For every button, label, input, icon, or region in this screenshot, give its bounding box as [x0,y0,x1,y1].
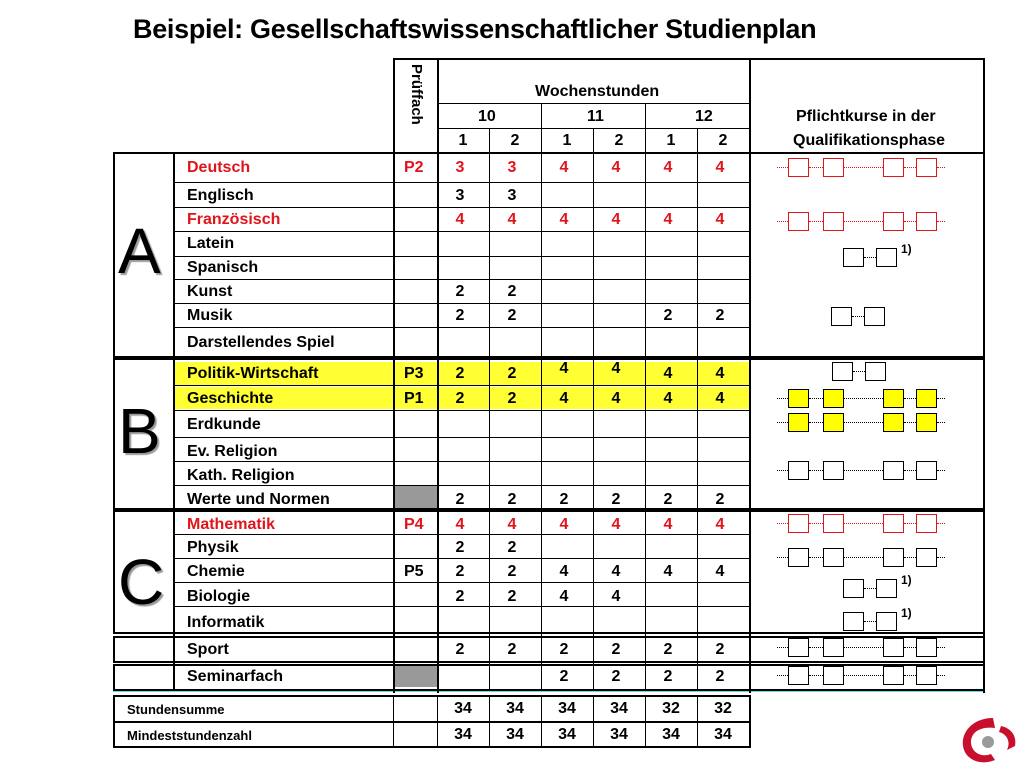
erdkunde-course-box [823,413,844,432]
biologie-dots [864,588,876,589]
franzoesisch-course-box [788,212,809,231]
erdkunde-course-box [883,413,904,432]
hours-cell: 4 [611,211,621,228]
hours-cell: 4 [559,211,569,228]
hours-cell: 4 [611,588,621,605]
latein-spanisch-footnote: 1) [901,242,912,256]
totals-value: 32 [714,700,732,717]
erdkunde-dots [809,422,823,423]
subject-werte-und-normen: Werte und Normen [187,491,330,508]
deutsch-course-box [883,158,904,177]
seminarfach-dots [904,675,916,676]
subject-englisch: Englisch [187,187,254,204]
subject-biologie: Biologie [187,588,251,605]
franzoesisch-dots [844,221,883,222]
totals-value: 34 [610,700,628,717]
totals-col-1 [541,695,542,747]
hours-cell: 2 [611,491,621,508]
hours-cell: 4 [715,563,725,580]
totals-value: 34 [714,726,732,743]
deutsch-dots [904,167,916,168]
totals-col-4 [697,695,698,747]
totals-value: 34 [454,726,472,743]
geschichte-dots [937,398,945,399]
hours-cell: 4 [715,516,725,533]
hours-cell: 2 [507,390,517,407]
physik-dots [904,557,916,558]
hours-cell: 2 [715,641,725,658]
row-sep-4 [173,279,749,280]
totals-label-0: Stundensumme [127,702,225,717]
informatik-course-box [843,612,864,631]
subject-col-left [173,152,175,691]
block-a-left [113,152,115,356]
hours-cell: 2 [663,307,673,324]
sport-course-box [823,638,844,657]
totals-col-3 [645,695,646,747]
hours-cell: 4 [715,211,725,228]
mathematik-dots [937,523,945,524]
deutsch-dots [809,167,823,168]
row-sep-10 [173,410,749,411]
biologie-course-box [876,579,897,598]
year-11: 11 [587,108,604,125]
sport-course-box [883,638,904,657]
hours-cell: 3 [455,159,465,176]
subject-sport: Sport [187,641,229,658]
subject-kunst: Kunst [187,283,233,300]
totals-value: 32 [662,700,680,717]
hours-cell: 2 [507,588,517,605]
latein-spanisch-course-box [843,248,864,267]
seminarfach-dots [844,675,883,676]
hours-cell: 4 [663,159,673,176]
erdkunde-course-box [916,413,937,432]
hours-cell: 4 [611,563,621,580]
hours-cell: 2 [663,641,673,658]
erdkunde-dots [777,422,788,423]
politik-dots [853,371,865,372]
physik-course-box [916,548,937,567]
row-sep-thick-15 [113,510,985,512]
subject-mathematik: Mathematik [187,516,276,533]
row-sep-16 [173,534,749,535]
year-10: 10 [478,108,496,125]
row-sep-19 [173,606,749,607]
row-sep-17 [173,558,749,559]
seminarfach-course-box [916,666,937,685]
seminarfach-course-box [788,666,809,685]
hours-cell: 4 [559,159,569,176]
subject-geschichte: Geschichte [187,390,274,407]
franzoesisch-dots [937,221,945,222]
physik-course-box [823,548,844,567]
seminarfach-dots [937,675,945,676]
geschichte-course-box [823,389,844,408]
erdkunde-course-box [788,413,809,432]
subject-erdkunde: Erdkunde [187,416,261,433]
seminarfach-course-box [883,666,904,685]
religion-course-box [823,461,844,480]
hours-cell: 4 [611,390,621,407]
physik-dots [809,557,823,558]
subject-seminarfach: Seminarfach [187,668,284,685]
gray-cell-seminar [395,664,437,687]
erdkunde-dots [904,422,916,423]
religion-dots [904,470,916,471]
row-sep-13 [173,485,749,486]
hours-cell: 2 [611,668,621,685]
pruffach-header: Prüffach [408,64,425,125]
half-0: 1 [458,132,468,149]
row-sep-3 [173,256,749,257]
year-12: 12 [695,108,713,125]
sport-dots [904,647,916,648]
hours-cell: 2 [455,390,465,407]
musik-dots [852,316,864,317]
hours-cell: 2 [611,641,621,658]
religion-dots [809,470,823,471]
deutsch-dots [777,167,788,168]
politik-course-box [865,362,886,381]
exam-p1: P1 [404,390,424,407]
totals-value: 34 [558,700,576,717]
sport-dots [937,647,945,648]
physik-dots [937,557,945,558]
block-sport-left [113,636,115,662]
hours-cell: 2 [455,563,465,580]
hours-cell: 2 [507,539,517,556]
totals-value: 34 [610,726,628,743]
physik-course-box [788,548,809,567]
totals-top [113,695,751,697]
hours-cell: 2 [455,283,465,300]
sport-course-box [788,638,809,657]
group-letter-b: B [118,395,161,467]
hours-cell: 2 [507,563,517,580]
totals-right [749,695,751,748]
group-letter-a: A [118,215,161,287]
hours-cell: 4 [455,211,465,228]
row-sep-5 [173,303,749,304]
hours-cell: 3 [507,159,517,176]
pflicht-header-line1: Pflichtkurse in der [796,108,936,125]
deutsch-course-box [788,158,809,177]
deutsch-course-box [916,158,937,177]
franzoesisch-dots [777,221,788,222]
franzoesisch-course-box [916,212,937,231]
totals-col-hours [437,695,438,747]
erdkunde-dots [937,422,945,423]
row-sep-18 [173,582,749,583]
half-3: 2 [614,132,624,149]
block-seminar-left [113,664,115,691]
geschichte-dots [904,398,916,399]
hours-cell: 4 [715,390,725,407]
subject-kath-religion: Kath. Religion [187,467,295,484]
subject-ev-religion: Ev. Religion [187,443,278,460]
hours-cell: 2 [507,307,517,324]
hours-cell: 4 [559,563,569,580]
totals-mid [113,721,751,723]
row-sep-1 [173,207,749,208]
seminarfach-dots [777,675,788,676]
totals-value: 34 [454,700,472,717]
hours-cell: 3 [455,187,465,204]
hours-cell: 4 [715,365,725,382]
hours-cell: 4 [559,516,569,533]
hours-cell: 4 [611,516,621,533]
exam-p5: P5 [404,563,424,580]
deutsch-dots [844,167,883,168]
physik-dots [844,557,883,558]
exam-p4: P4 [404,516,424,533]
hours-cell: 4 [611,159,621,176]
franzoesisch-course-box [823,212,844,231]
wochenstunden-header: Wochenstunden [535,83,660,100]
hours-cell: 2 [455,365,465,382]
hours-cell: 4 [663,563,673,580]
hours-cell: 4 [611,360,621,377]
row-sep-6 [173,327,749,328]
subject-informatik: Informatik [187,614,265,631]
religion-dots [937,470,945,471]
totals-col-2 [593,695,594,747]
informatik-footnote: 1) [901,606,912,620]
row-sep-thick-22 [113,661,985,663]
mathematik-course-box [788,514,809,533]
hours-cell: 4 [715,159,725,176]
franzoesisch-course-box [883,212,904,231]
hours-cell: 2 [507,491,517,508]
subject-physik: Physik [187,539,239,556]
hours-cell: 4 [507,211,517,228]
religion-course-box [788,461,809,480]
hours-cell: 4 [663,211,673,228]
subject-spanisch: Spanisch [187,259,259,276]
exam-p2: P2 [404,159,424,176]
hours-cell: 2 [507,641,517,658]
mathematik-dots [809,523,823,524]
row-sep-thick-23 [113,664,985,666]
subject-deutsch: Deutsch [187,159,251,176]
sport-dots [809,647,823,648]
hours-cell: 4 [559,360,569,377]
biologie-course-box [843,579,864,598]
hours-cell: 4 [663,365,673,382]
musik-course-box [864,307,885,326]
row-sep-0 [173,182,749,183]
totals-value: 34 [506,700,524,717]
year-col-line-1 [645,103,646,691]
hours-cell: 4 [663,516,673,533]
pflicht-header-line2: Qualifikationsphase [793,132,946,149]
subject-politik-wirtschaft: Politik-Wirtschaft [187,365,319,382]
row-sep-thick-24 [113,689,985,691]
religion-course-box [916,461,937,480]
sport-dots [844,647,883,648]
mathematik-course-box [916,514,937,533]
hours-cell: 2 [559,641,569,658]
year-col-line-0 [541,103,542,691]
mathematik-dots [904,523,916,524]
totals-col-0 [489,695,490,747]
header-bottom-line [113,152,985,154]
physik-dots [777,557,788,558]
totals-left [113,695,115,748]
block-b-left [113,358,115,508]
hours-cell: 2 [715,668,725,685]
hours-cell: 2 [455,491,465,508]
hours-cell: 2 [455,588,465,605]
row-sep-12 [173,461,749,462]
hours-cell: 2 [663,668,673,685]
seminarfach-course-box [823,666,844,685]
totals-value: 34 [558,726,576,743]
totals-bottom [113,746,751,748]
seminarfach-dots [809,675,823,676]
geschichte-course-box [788,389,809,408]
exam-p3: P3 [404,365,424,382]
half-2: 1 [562,132,572,149]
page-title: Beispiel: Gesellschaftswissenschaftlicher Studienplan [133,14,817,44]
latein-spanisch-dots [864,257,876,258]
deutsch-dots [937,167,945,168]
hours-cell: 2 [715,491,725,508]
totals-value: 34 [662,726,680,743]
geschichte-course-box [916,389,937,408]
half-4: 1 [666,132,676,149]
gray-cell-werte [395,486,437,508]
subject-latein: Latein [187,235,235,252]
biologie-footnote: 1) [901,573,912,587]
hours-cell: 2 [455,539,465,556]
block-c-left [113,510,115,634]
row-sep-thick-20 [113,632,985,634]
totals-col-exam [393,695,394,747]
religion-dots [777,470,788,471]
hours-cell: 2 [455,641,465,658]
subject-musik: Musik [187,307,233,324]
geschichte-dots [777,398,788,399]
geschichte-dots [809,398,823,399]
hours-cell: 4 [559,390,569,407]
informatik-course-box [876,612,897,631]
hours-cell: 2 [559,491,569,508]
hours-cell: 2 [559,668,569,685]
subject-franz-sisch: Französisch [187,211,281,228]
mathematik-course-box [883,514,904,533]
geschichte-dots [844,398,883,399]
row-sep-2 [173,231,749,232]
musik-course-box [831,307,852,326]
half-1: 2 [510,132,520,149]
latein-spanisch-course-box [876,248,897,267]
hours-cell: 4 [507,516,517,533]
header-line-years [437,103,749,104]
hours-cell: 2 [715,307,725,324]
sport-course-box [916,638,937,657]
school-logo-icon [955,712,1021,768]
subject-chemie: Chemie [187,563,245,580]
informatik-dots [864,621,876,622]
politik-course-box [832,362,853,381]
group-letter-c: C [118,546,165,618]
mathematik-dots [844,523,883,524]
hours-cell: 2 [455,307,465,324]
subject-darstellendes-spiel: Darstellendes Spiel [187,334,335,351]
hours-cell: 4 [455,516,465,533]
mathematik-course-box [823,514,844,533]
religion-dots [844,470,883,471]
hours-cell: 2 [507,365,517,382]
sport-dots [777,647,788,648]
row-sep-11 [173,437,749,438]
half-5: 2 [718,132,728,149]
header-top-line [393,58,985,60]
row-sep-9 [173,385,749,386]
hours-cell: 3 [507,187,517,204]
row-sep-thick-21 [113,636,985,638]
totals-label-1: Mindeststundenzahl [127,728,252,743]
hours-cell: 2 [507,283,517,300]
geschichte-course-box [883,389,904,408]
deutsch-course-box [823,158,844,177]
mathematik-dots [777,523,788,524]
hours-cell: 4 [559,588,569,605]
franzoesisch-dots [904,221,916,222]
hours-cell: 2 [663,491,673,508]
totals-value: 34 [506,726,524,743]
erdkunde-dots [844,422,883,423]
hours-cell: 4 [663,390,673,407]
religion-course-box [883,461,904,480]
physik-course-box [883,548,904,567]
franzoesisch-dots [809,221,823,222]
